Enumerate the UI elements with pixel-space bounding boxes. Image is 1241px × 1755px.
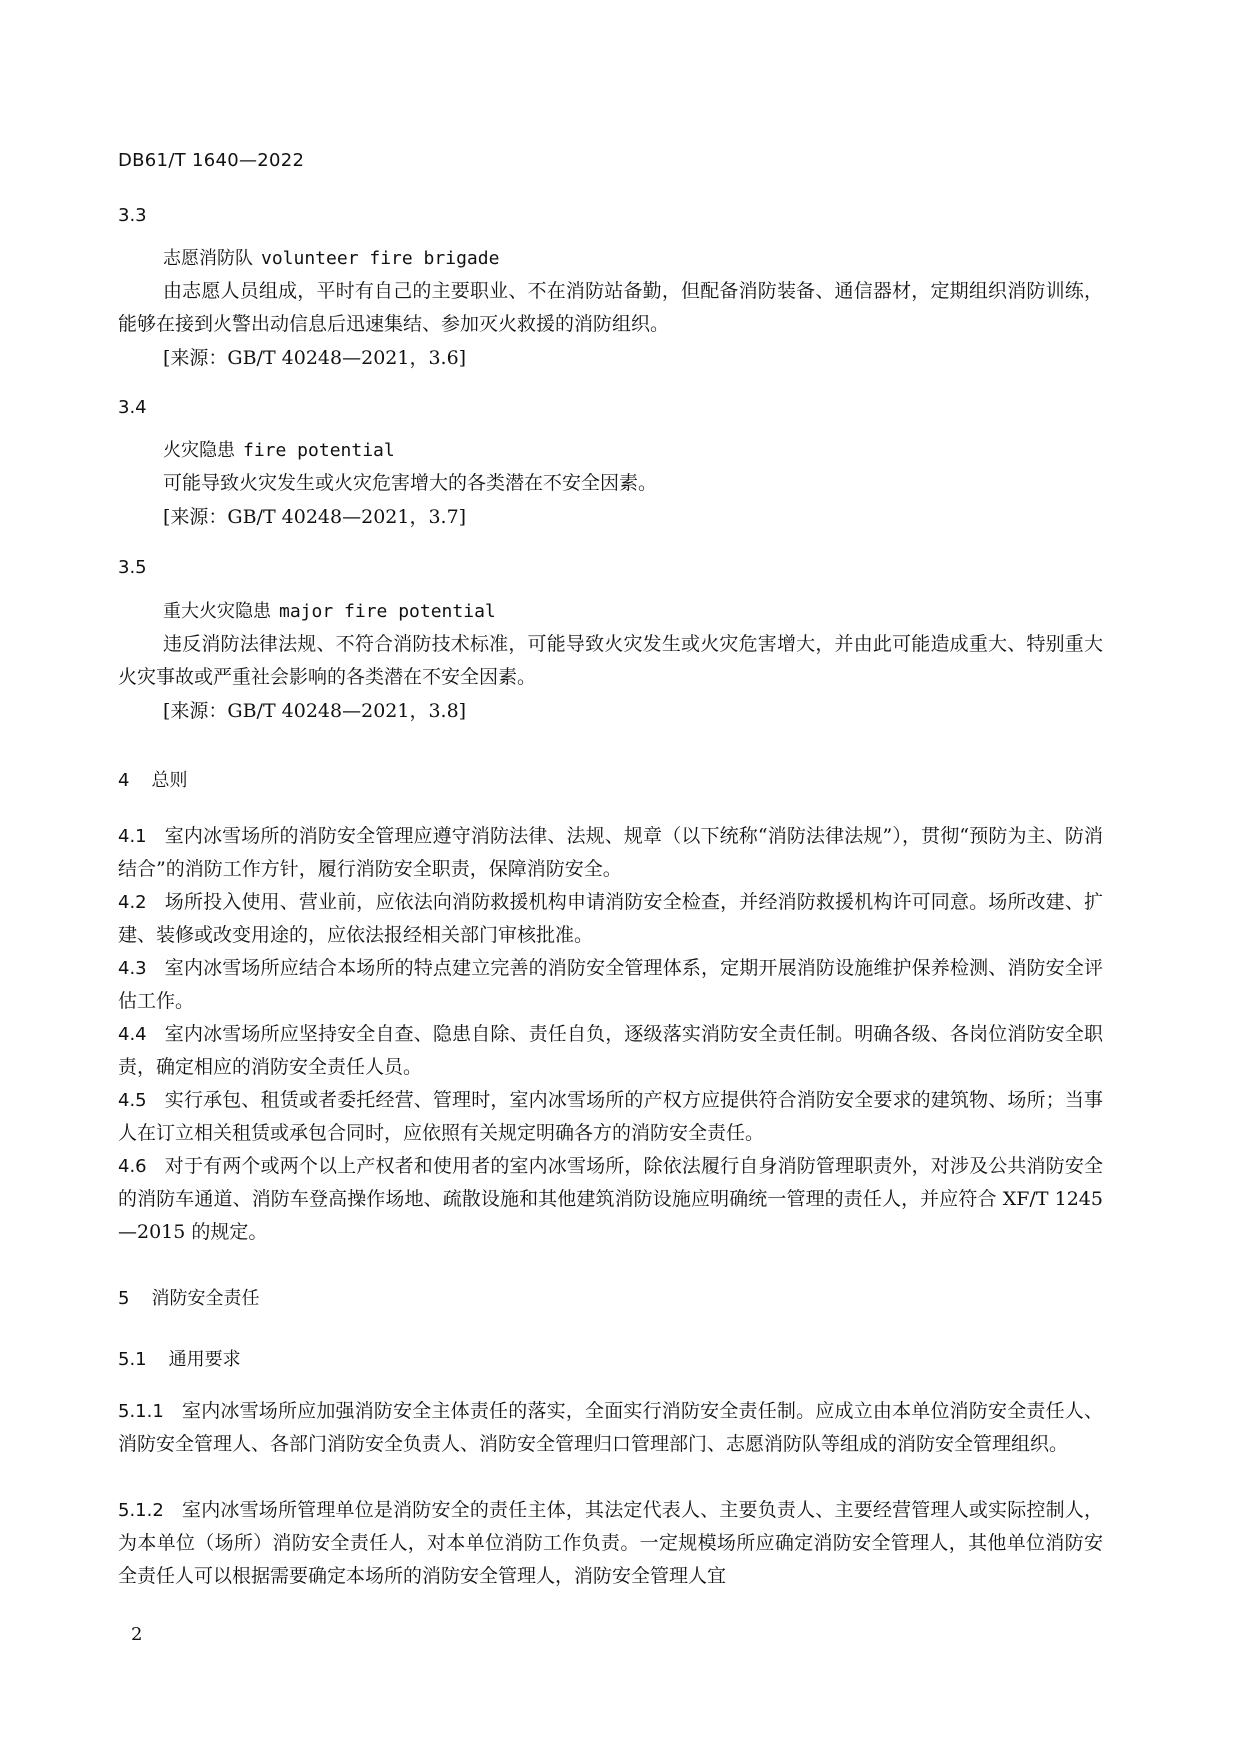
clause [118,820,1103,886]
clause-text: 室内冰雪场所管理单位是消防安全的责任主体，其法定代表人、主要负责人、主要经营管理人或实际控制人，为本单位（场所）消防安全责任人，对本单位消防工作负责。一定规模场所应确定消防安全管理人，其他单位消防安全责任人可以根据需要确定本场所的消防安全管理人，消防安全管理人宜 [118,1499,1103,1587]
term-definition: 可能导致火灾发生或火灾危害增大的各类潜在不安全因素。 [163,472,658,494]
term-en: volunteer fire brigade [261,248,500,269]
clause [118,886,1103,952]
term-source: [来源：GB/T 40248—2021，3.8] [163,700,467,722]
term-cn: 火灾隐患 [163,440,235,461]
term-number: 3.4 [118,397,147,418]
term-title [163,436,395,462]
clause [118,1494,1103,1593]
term-definition: 由志愿人员组成，平时有自己的主要职业、不在消防站备勤，但配备消防装备、通信器材，定期组织消防训练，能够在接到火警出动信息后迅速集结、参加灭火救援的消防组织。 [118,280,1103,335]
section-number: 5 [118,1288,130,1309]
term-number: 3.3 [118,205,147,226]
clause-number: 5.1.2 [118,1500,164,1521]
clause-text: 室内冰雪场所应加强消防安全主体责任的落实，全面实行消防安全责任制。应成立由本单位消防安全责任人、消防安全管理人、各部门消防安全负责人、消防安全管理归口管理部门、志愿消防队等组成的消防安全管理组织。 [118,1400,1103,1455]
term-en: fire potential [243,440,395,461]
term-number: 3.5 [118,557,147,578]
subsection-number: 5.1 [118,1349,147,1370]
term-cn: 重大火灾隐患 [163,601,271,622]
term-en: major fire potential [279,601,496,622]
term-cn: 志愿消防队 [163,248,253,269]
clause [118,1084,1103,1150]
subsection-title: 通用要求 [168,1349,241,1370]
term-source: [来源：GB/T 40248—2021，3.6] [163,347,467,369]
section-number: 4 [118,770,130,791]
term-title [163,597,496,623]
clause [118,1395,1103,1461]
clause-text: 室内冰雪场所应结合本场所的特点建立完善的消防安全管理体系，定期开展消防设施维护保养检测、消防安全评估工作。 [118,957,1103,1012]
term-definition: 违反消防法律法规、不符合消防技术标准，可能导致火灾发生或火灾危害增大，并由此可能造成重大、特别重大火灾事故或严重社会影响的各类潜在不安全因素。 [118,633,1103,688]
term-source: [来源：GB/T 40248—2021，3.7] [163,506,467,528]
clause [118,952,1103,1018]
clause-text: 室内冰雪场所的消防安全管理应遵守消防法律、法规、规章（以下统称“消防法律法规”），贯彻“预防为主、防消结合”的消防工作方针，履行消防安全职责，保障消防安全。 [118,825,1103,880]
clause-number: 4.2 [118,892,147,913]
clause-text: 场所投入使用、营业前，应依法向消防救援机构申请消防安全检查，并经消防救援机构许可同意。场所改建、扩建、装修或改变用途的，应依法报经相关部门审核批准。 [118,891,1103,946]
section-heading [118,766,187,792]
clause [118,1150,1103,1249]
clause-number: 4.6 [118,1156,147,1177]
clause-text: 对于有两个或两个以上产权者和使用者的室内冰雪场所，除依法履行自身消防管理职责外，对涉及公共消防安全的消防车通道、消防车登高操作场地、疏散设施和其他建筑消防设施应明确统一管理的责任人，并应符合 XF/T 1245—2015 的规定。 [118,1155,1103,1243]
section-heading [118,1284,259,1310]
page-number: 2 [131,1624,143,1645]
section-title: 消防安全责任 [151,1288,260,1309]
clause [118,1018,1103,1084]
clause-number: 4.4 [118,1024,147,1045]
subsection-heading [118,1345,241,1371]
section-title: 总则 [151,770,188,791]
document-code: DB61/T 1640—2022 [118,150,305,171]
clause-number: 4.5 [118,1090,147,1111]
clause-text: 实行承包、租赁或者委托经营、管理时，室内冰雪场所的产权方应提供符合消防安全要求的建筑物、场所；当事人在订立相关租赁或承包合同时，应依照有关规定明确各方的消防安全责任。 [118,1089,1103,1144]
term-title [163,244,499,270]
clause-text: 室内冰雪场所应坚持安全自查、隐患自除、责任自负，逐级落实消防安全责任制。明确各级、各岗位消防安全职责，确定相应的消防安全责任人员。 [118,1023,1103,1078]
clause-number: 5.1.1 [118,1401,164,1422]
clause-number: 4.3 [118,958,147,979]
clause-number: 4.1 [118,826,147,847]
